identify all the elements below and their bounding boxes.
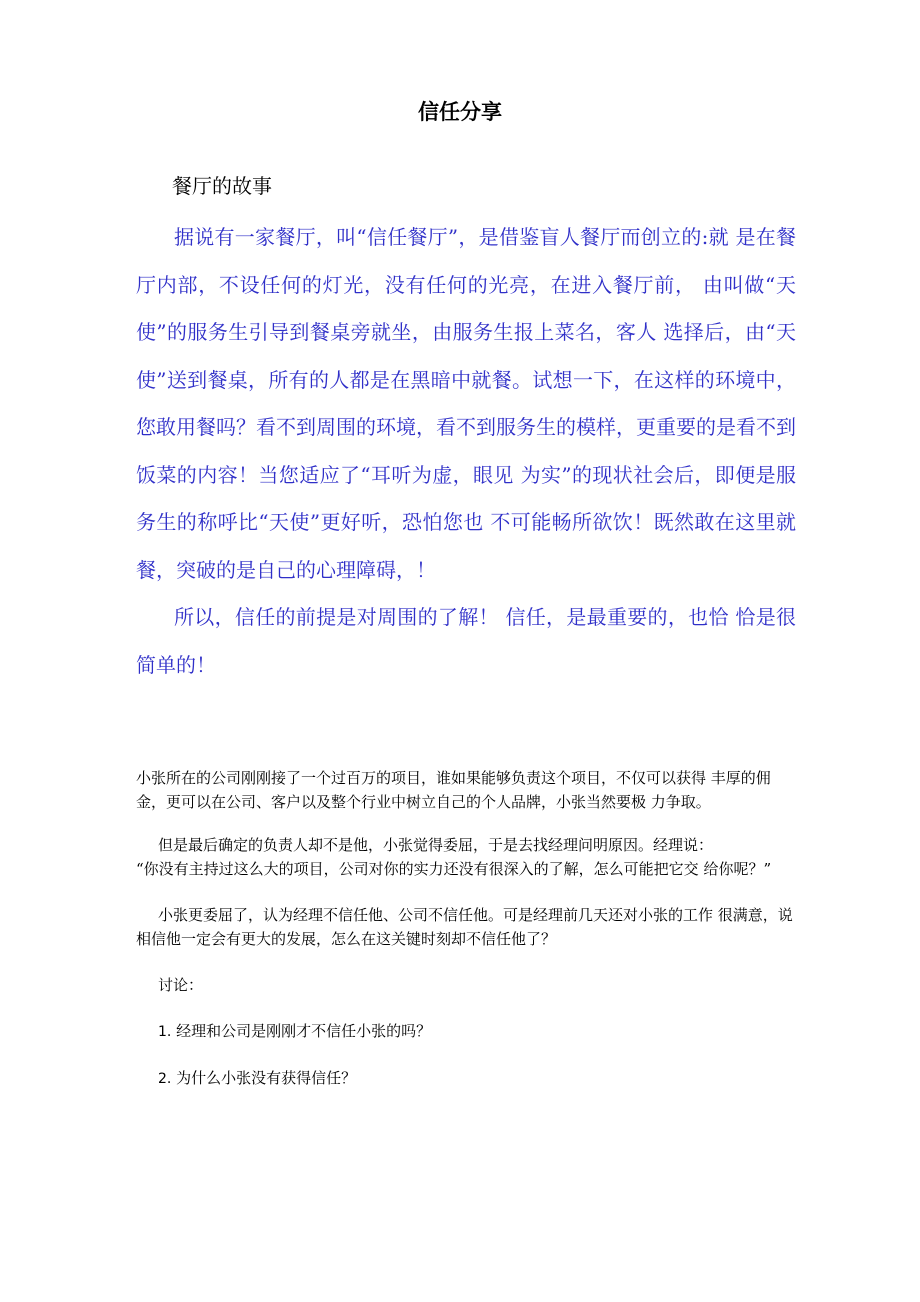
question-item	[136, 1066, 796, 1091]
question-item	[136, 1019, 796, 1044]
question-number: 1.	[158, 1024, 172, 1040]
case-paragraph-2: 但是最后确定的负责人却不是他，小张觉得委屈，于是去找经理问明原因。经理说：	[158, 836, 714, 854]
question-text: 经理和公司是刚刚才不信任小张的吗？	[176, 1022, 432, 1040]
question-number: 2.	[158, 1071, 172, 1087]
document-title: 信任分享	[418, 100, 502, 124]
question-text: 为什么小张没有获得信任？	[176, 1069, 357, 1087]
case-paragraph-3: “你没有主持过这么大的项目，公司对你的实力还没有很深入的了解，怎么可能把它交 给你呢？”	[136, 860, 772, 878]
case-paragraph-1: 小张所在的公司刚刚接了一个过百万的项目，谁如果能够负责这个项目，不仅可以获得 丰厚的佣金，更可以在公司、客户以及整个行业中树立自己的个人品牌，小张当然要极 力争取。	[136, 769, 771, 811]
story-section	[136, 214, 796, 689]
case-section	[136, 766, 796, 1091]
story-paragraph-1: 据说有一家餐厅，叫“信任餐厅”，是借鉴盲人餐厅而创立的:就 是在餐厅内部，不设任何的灯光，没有任何的光亮，在进入餐厅前， 由叫做“天使”的服务生引导到餐桌旁就坐，由服务生报上菜名，客人 选择后，由“天使”送到餐桌，所有的人都是在黑暗中就餐。试想一下，在这样的环境中，您敢用餐吗？看不到周围的环境，看不到服务生的模样，更重要的是看不到饭菜的内容！当您适应了“耳听为虚，眼见 为实”的现状社会后，即便是服务生的称呼比“天使”更好听，恐怕您也 不可能畅所欲饮！既然敢在这里就餐，突破的是自己的心理障碍，！	[136, 225, 796, 582]
case-paragraph-4: 小张更委屈了，认为经理不信任他、公司不信任他。可是经理前几天还对小张的工作 很满意，说相信他一定会有更大的发展，怎么在这关键时刻却不信任他了？	[136, 906, 793, 948]
discussion-label: 讨论：	[158, 976, 204, 994]
section-subtitle: 餐厅的故事	[172, 174, 272, 198]
story-paragraph-2: 所以，信任的前提是对周围的了解！ 信任，是最重要的，也恰 恰是很简单的！	[136, 605, 796, 677]
